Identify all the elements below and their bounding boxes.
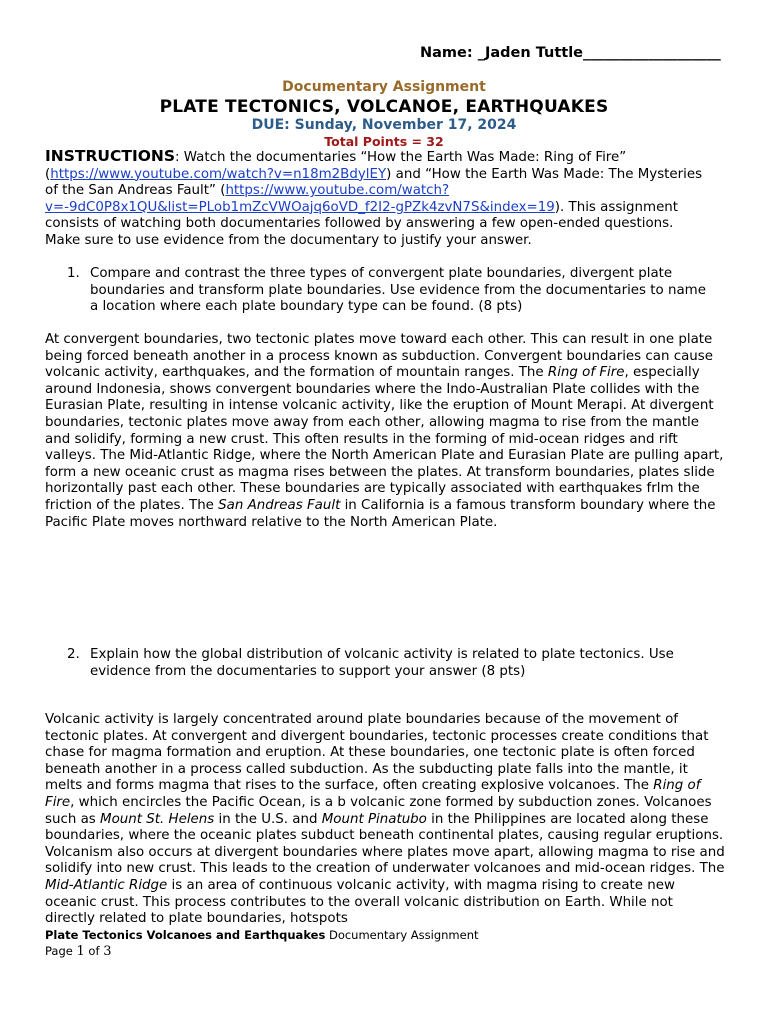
footer-subtitle: Documentary Assignment — [325, 928, 479, 942]
answer-text: Volcanic activity is largely concentrated around plate boundaries because of the movement of tectonic plates. At convergent and divergent boundaries, tectonic processes create conditions that chase for magma formation and eruption. At these boundaries, one tectonic plate is often forced beneath another in a process called subduction. As the subducting plate falls into the mantle, it melts and forms magma that rises to the surface, often creating explosive volcanoes. The — [45, 712, 709, 794]
page-current: 1 — [76, 944, 85, 959]
instructions-text-2: ) and “How the Earth Was Made: The Mysteries of the San Andreas Fault” ( — [45, 166, 703, 199]
question-1 — [67, 266, 707, 316]
instructions-heading: INSTRUCTIONS — [45, 147, 176, 165]
page-total: 3 — [103, 944, 112, 959]
answer-italic: Mid-Atlantic Ridge — [45, 877, 168, 893]
answer-2 — [45, 712, 725, 928]
question-text: Compare and contrast the three types of convergent plate boundaries, divergent plate boundaries and transform plate boundaries. Use evidence from the documentaries to name a location where each plate boundary type can be found. (8 pts) — [90, 266, 706, 315]
instructions-text-1: : Watch the documentaries “How the Earth Was Made: Ring of Fire” ( — [45, 150, 627, 182]
answer-text: in the Philippines are located along these boundaries, where the oceanic plates subduct beneath continental plates, causing regular eruptions. Volcanism also occurs at divergent boundaries where plates move apart, allowing magma to rise and solidify into new crust. This leads to the creation of underwater volcanoes and mid-ocean ridges. The — [45, 811, 725, 877]
total-points: Total Points = 32 — [324, 134, 444, 149]
ring-of-fire-link[interactable]: https://www.youtube.com/watch?v=n18m2BdylEY — [50, 166, 387, 182]
question-text: Explain how the global distribution of volcanic activity is related to plate tectonics. Use evidence from the documentaries to support your answer (8 pts) — [90, 647, 674, 679]
san-andreas-link[interactable]: https://www.youtube.com/watch?v=-9dC0P8x1QU&list=PLob1mZcVWOajq6oVD_f2I2-gPZk4zvN7S&index=19 — [45, 183, 555, 215]
answer-text: , which encircles the Pacific Ocean, is a b volcanic zone formed by subduction zones. Volcanoes such as — [45, 794, 712, 827]
answer-italic: Mount Pinatubo — [321, 811, 427, 827]
answer-text: At convergent boundaries, two tectonic plates move toward each other. This can result in one plate being forced beneath another in a process known as subduction. Convergent boundaries can cause volcanic activity, earthquakes, and the formation of mountain ranges. The — [45, 332, 713, 381]
document-subtitle: Documentary Assignment — [282, 79, 486, 95]
answer-text: in California is a famous transform boundary where the Pacific Plate moves northward relative to the North American Plate. — [45, 497, 716, 530]
instructions-text-3: ). This assignment consists of watching both documentaries followed by answering a few open-ended questions. Make sure to use evidence from the documentary to justify your answer. — [45, 199, 679, 248]
name-value: _Jaden Tuttle___________________ — [477, 45, 721, 61]
question-number: 1. — [67, 266, 80, 281]
answer-italic: Ring of Fire — [45, 778, 701, 810]
answer-italic: Ring of Fire — [547, 365, 625, 381]
page-label: Page — [45, 944, 77, 958]
question-2 — [67, 647, 707, 680]
answer-text: , especially around Indonesia, shows convergent boundaries where the Indo-Australian Plate collides with the Eurasian Plate, resulting in intense volcanic activity, like the eruption of Mount Merapi. At divergent boundaries, tectonic plates move away from each other, allowing magma to rise from the mantle and solidify, forming a new crust. This often results in the forming of mid-ocean ridges and rift valleys. The Mid-Atlantic Ridge, where the North American Plate and Eurasian Plate are pulling apart, form a new oceanic crust as magma rises between the plates. At transform boundaries, plates slide horizontally past each other. These boundaries are typically associated with earthquakes frlm the friction of the plates. The — [45, 365, 724, 513]
question-number: 2. — [67, 647, 80, 662]
student-name — [420, 45, 721, 61]
answer-italic: Mount St. Helens — [100, 811, 215, 827]
page-number — [45, 944, 111, 959]
instructions — [45, 148, 705, 250]
footer-title: Plate Tectonics Volcanoes and Earthquakes — [45, 928, 326, 942]
answer-text: is an area of continuous volcanic activity, with magma rising to create new oceanic crust. This process contributes to the overall volcanic distribution on Earth. While not directly related to plate boundaries, hotspots — [45, 877, 675, 927]
name-label: Name: — [420, 45, 478, 61]
page-footer — [45, 928, 479, 942]
page-title: PLATE TECTONICS, VOLCANOE, EARTHQUAKES — [159, 97, 609, 117]
page-of: of — [84, 944, 104, 958]
answer-text: in the U.S. and — [214, 811, 322, 827]
due-date: DUE: Sunday, November 17, 2024 — [251, 117, 517, 133]
answer-italic: San Andreas Fault — [218, 497, 341, 513]
answer-1 — [45, 332, 725, 531]
